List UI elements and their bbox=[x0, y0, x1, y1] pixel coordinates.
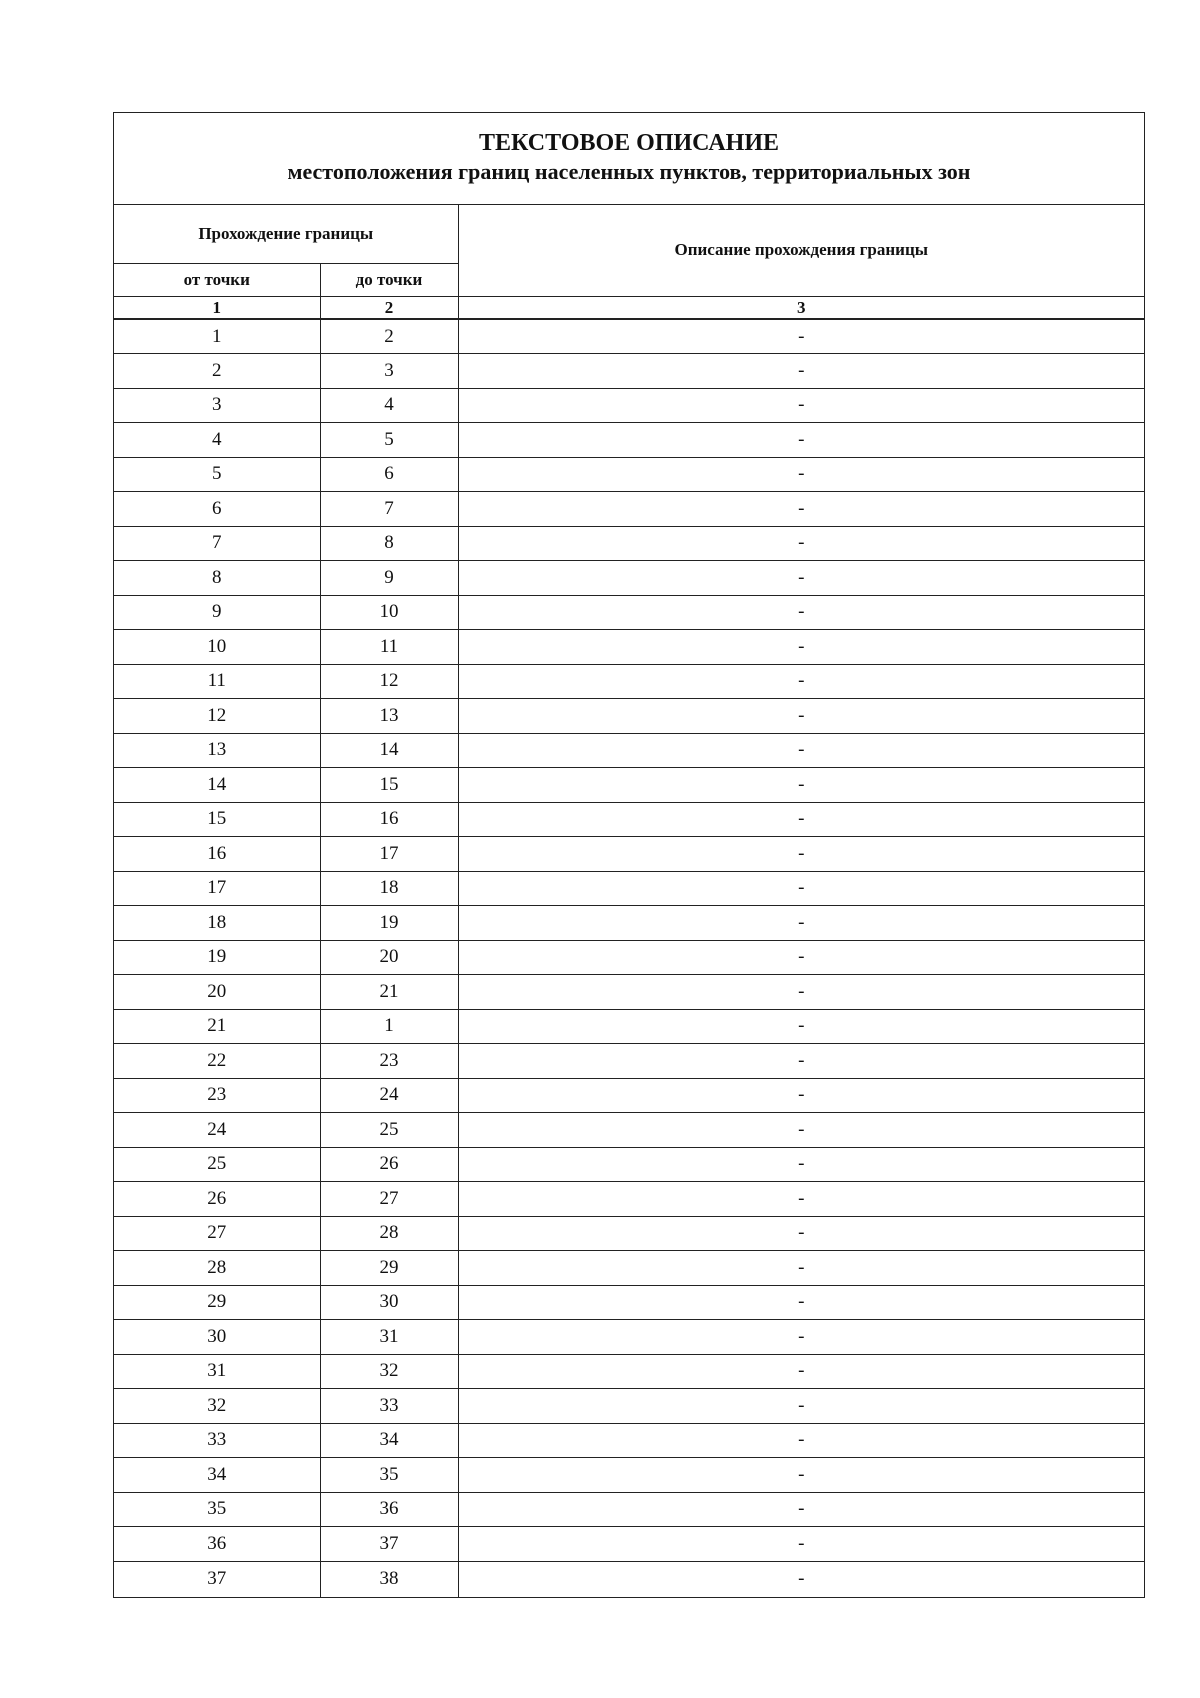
title-block bbox=[114, 113, 1144, 205]
table-row bbox=[114, 1423, 1144, 1458]
to-point-cell: 11 bbox=[320, 630, 458, 665]
from-point-cell: 9 bbox=[114, 595, 320, 630]
to-point-cell: 31 bbox=[320, 1320, 458, 1355]
from-point-cell: 7 bbox=[114, 526, 320, 561]
table-row bbox=[114, 1561, 1144, 1597]
from-point-cell: 30 bbox=[114, 1320, 320, 1355]
table-row bbox=[114, 871, 1144, 906]
table-row bbox=[114, 802, 1144, 837]
table-row bbox=[114, 1285, 1144, 1320]
table-row bbox=[114, 1078, 1144, 1113]
table-row bbox=[114, 1216, 1144, 1251]
table-body bbox=[114, 319, 1144, 1597]
description-cell: - bbox=[458, 975, 1144, 1010]
from-point-cell: 15 bbox=[114, 802, 320, 837]
to-point-cell: 37 bbox=[320, 1527, 458, 1562]
to-point-cell: 10 bbox=[320, 595, 458, 630]
to-point-cell: 30 bbox=[320, 1285, 458, 1320]
from-point-cell: 31 bbox=[114, 1354, 320, 1389]
description-cell: - bbox=[458, 526, 1144, 561]
description-cell: - bbox=[458, 1147, 1144, 1182]
to-point-cell: 15 bbox=[320, 768, 458, 803]
to-point-cell: 2 bbox=[320, 319, 458, 354]
from-point-cell: 21 bbox=[114, 1009, 320, 1044]
table-row bbox=[114, 595, 1144, 630]
from-point-cell: 16 bbox=[114, 837, 320, 872]
from-point-cell: 34 bbox=[114, 1458, 320, 1493]
table-row bbox=[114, 354, 1144, 389]
to-point-cell: 16 bbox=[320, 802, 458, 837]
to-point-cell: 35 bbox=[320, 1458, 458, 1493]
description-cell: - bbox=[458, 871, 1144, 906]
description-cell: - bbox=[458, 1423, 1144, 1458]
to-point-cell: 32 bbox=[320, 1354, 458, 1389]
to-point-cell: 19 bbox=[320, 906, 458, 941]
table-row bbox=[114, 768, 1144, 803]
header-description: Описание прохождения границы bbox=[458, 205, 1144, 296]
from-point-cell: 26 bbox=[114, 1182, 320, 1217]
from-point-cell: 22 bbox=[114, 1044, 320, 1079]
to-point-cell: 24 bbox=[320, 1078, 458, 1113]
from-point-cell: 35 bbox=[114, 1492, 320, 1527]
to-point-cell: 18 bbox=[320, 871, 458, 906]
to-point-cell: 14 bbox=[320, 733, 458, 768]
description-cell: - bbox=[458, 1044, 1144, 1079]
from-point-cell: 6 bbox=[114, 492, 320, 527]
table-row bbox=[114, 1458, 1144, 1493]
table-row bbox=[114, 526, 1144, 561]
from-point-cell: 14 bbox=[114, 768, 320, 803]
table-row bbox=[114, 423, 1144, 458]
column-number: 2 bbox=[320, 296, 458, 319]
table-row bbox=[114, 1389, 1144, 1424]
to-point-cell: 26 bbox=[320, 1147, 458, 1182]
from-point-cell: 10 bbox=[114, 630, 320, 665]
description-cell: - bbox=[458, 630, 1144, 665]
from-point-cell: 18 bbox=[114, 906, 320, 941]
to-point-cell: 23 bbox=[320, 1044, 458, 1079]
description-cell: - bbox=[458, 319, 1144, 354]
description-cell: - bbox=[458, 906, 1144, 941]
description-cell: - bbox=[458, 1113, 1144, 1148]
description-cell: - bbox=[458, 1458, 1144, 1493]
description-cell: - bbox=[458, 388, 1144, 423]
to-point-cell: 33 bbox=[320, 1389, 458, 1424]
header-from-point: от точки bbox=[114, 263, 320, 296]
table-row bbox=[114, 1113, 1144, 1148]
description-cell: - bbox=[458, 423, 1144, 458]
to-point-cell: 20 bbox=[320, 940, 458, 975]
to-point-cell: 4 bbox=[320, 388, 458, 423]
description-cell: - bbox=[458, 768, 1144, 803]
description-cell: - bbox=[458, 699, 1144, 734]
to-point-cell: 8 bbox=[320, 526, 458, 561]
to-point-cell: 12 bbox=[320, 664, 458, 699]
description-cell: - bbox=[458, 940, 1144, 975]
from-point-cell: 29 bbox=[114, 1285, 320, 1320]
description-cell: - bbox=[458, 1009, 1144, 1044]
document-subtitle: местоположения границ населенных пунктов, территориальных зон bbox=[287, 159, 971, 184]
from-point-cell: 28 bbox=[114, 1251, 320, 1286]
from-point-cell: 23 bbox=[114, 1078, 320, 1113]
description-cell: - bbox=[458, 1182, 1144, 1217]
table-row bbox=[114, 940, 1144, 975]
from-point-cell: 2 bbox=[114, 354, 320, 389]
to-point-cell: 6 bbox=[320, 457, 458, 492]
table-row bbox=[114, 1492, 1144, 1527]
table-row bbox=[114, 1044, 1144, 1079]
description-cell: - bbox=[458, 595, 1144, 630]
table-row bbox=[114, 1251, 1144, 1286]
description-cell: - bbox=[458, 492, 1144, 527]
table-row bbox=[114, 1009, 1144, 1044]
column-number: 1 bbox=[114, 296, 320, 319]
from-point-cell: 17 bbox=[114, 871, 320, 906]
to-point-cell: 21 bbox=[320, 975, 458, 1010]
table-row bbox=[114, 975, 1144, 1010]
to-point-cell: 38 bbox=[320, 1561, 458, 1597]
table-row bbox=[114, 492, 1144, 527]
table-row bbox=[114, 664, 1144, 699]
table-row bbox=[114, 630, 1144, 665]
table-row bbox=[114, 457, 1144, 492]
table-row bbox=[114, 388, 1144, 423]
to-point-cell: 25 bbox=[320, 1113, 458, 1148]
description-cell: - bbox=[458, 733, 1144, 768]
description-cell: - bbox=[458, 1285, 1144, 1320]
document-title: ТЕКСТОВОЕ ОПИСАНИЕ bbox=[478, 130, 779, 156]
to-point-cell: 5 bbox=[320, 423, 458, 458]
from-point-cell: 20 bbox=[114, 975, 320, 1010]
table-row bbox=[114, 319, 1144, 354]
from-point-cell: 37 bbox=[114, 1561, 320, 1597]
table-row bbox=[114, 1147, 1144, 1182]
to-point-cell: 17 bbox=[320, 837, 458, 872]
description-cell: - bbox=[458, 837, 1144, 872]
to-point-cell: 3 bbox=[320, 354, 458, 389]
table-row bbox=[114, 1320, 1144, 1355]
description-cell: - bbox=[458, 802, 1144, 837]
to-point-cell: 1 bbox=[320, 1009, 458, 1044]
description-cell: - bbox=[458, 1354, 1144, 1389]
table-header bbox=[114, 205, 1144, 319]
to-point-cell: 9 bbox=[320, 561, 458, 596]
to-point-cell: 29 bbox=[320, 1251, 458, 1286]
from-point-cell: 25 bbox=[114, 1147, 320, 1182]
description-cell: - bbox=[458, 1320, 1144, 1355]
to-point-cell: 34 bbox=[320, 1423, 458, 1458]
from-point-cell: 5 bbox=[114, 457, 320, 492]
header-to-point: до точки bbox=[320, 263, 458, 296]
from-point-cell: 4 bbox=[114, 423, 320, 458]
from-point-cell: 12 bbox=[114, 699, 320, 734]
table-row bbox=[114, 1527, 1144, 1562]
description-cell: - bbox=[458, 561, 1144, 596]
table-row bbox=[114, 1354, 1144, 1389]
column-number-row bbox=[114, 296, 1144, 319]
from-point-cell: 11 bbox=[114, 664, 320, 699]
description-cell: - bbox=[458, 1561, 1144, 1597]
column-number: 3 bbox=[458, 296, 1144, 319]
from-point-cell: 24 bbox=[114, 1113, 320, 1148]
description-cell: - bbox=[458, 1078, 1144, 1113]
to-point-cell: 27 bbox=[320, 1182, 458, 1217]
boundary-table bbox=[114, 205, 1144, 1597]
table-row bbox=[114, 906, 1144, 941]
from-point-cell: 32 bbox=[114, 1389, 320, 1424]
description-cell: - bbox=[458, 1389, 1144, 1424]
description-cell: - bbox=[458, 664, 1144, 699]
from-point-cell: 33 bbox=[114, 1423, 320, 1458]
table-row bbox=[114, 1182, 1144, 1217]
table-row bbox=[114, 561, 1144, 596]
description-cell: - bbox=[458, 1492, 1144, 1527]
description-cell: - bbox=[458, 1251, 1144, 1286]
boundary-description-sheet bbox=[113, 112, 1145, 1598]
to-point-cell: 28 bbox=[320, 1216, 458, 1251]
table-row bbox=[114, 699, 1144, 734]
description-cell: - bbox=[458, 457, 1144, 492]
from-point-cell: 13 bbox=[114, 733, 320, 768]
from-point-cell: 3 bbox=[114, 388, 320, 423]
from-point-cell: 1 bbox=[114, 319, 320, 354]
description-cell: - bbox=[458, 1216, 1144, 1251]
from-point-cell: 27 bbox=[114, 1216, 320, 1251]
description-cell: - bbox=[458, 354, 1144, 389]
table-row bbox=[114, 837, 1144, 872]
to-point-cell: 13 bbox=[320, 699, 458, 734]
description-cell: - bbox=[458, 1527, 1144, 1562]
from-point-cell: 8 bbox=[114, 561, 320, 596]
to-point-cell: 36 bbox=[320, 1492, 458, 1527]
from-point-cell: 36 bbox=[114, 1527, 320, 1562]
to-point-cell: 7 bbox=[320, 492, 458, 527]
from-point-cell: 19 bbox=[114, 940, 320, 975]
table-row bbox=[114, 733, 1144, 768]
header-boundary-passage: Прохождение границы bbox=[114, 205, 458, 263]
